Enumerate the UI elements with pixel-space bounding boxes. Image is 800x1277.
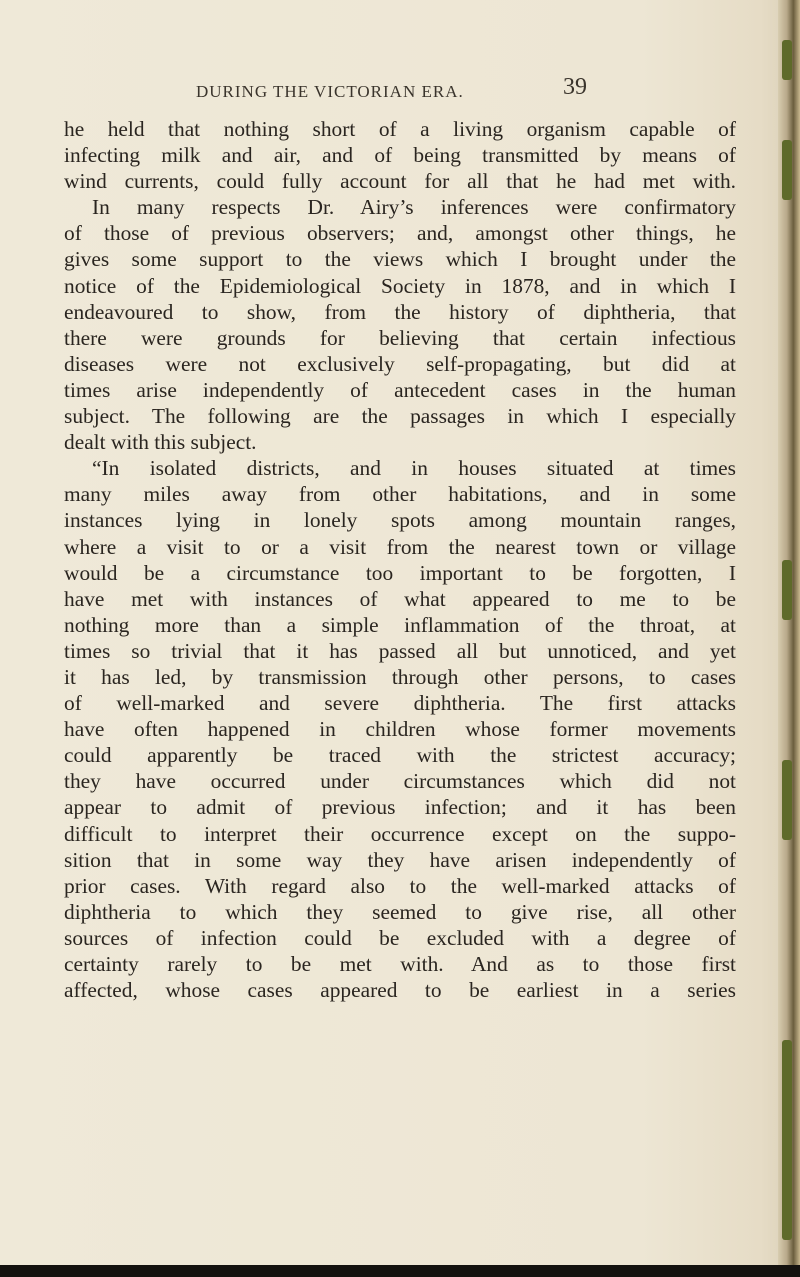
text-line: “In isolated districts, and in houses situated at times: [92, 456, 736, 481]
running-head: DURING THE VICTORIAN ERA.: [196, 82, 464, 101]
body-text: [64, 116, 736, 1003]
text-line: times so trivial that it has passed all but unnoticed, and yet: [64, 638, 736, 663]
text-line: instances lying in lonely spots among mountain ranges,: [64, 508, 736, 533]
text-line: notice of the Epidemiological Society in 1878, and in which I: [64, 273, 736, 298]
text-line: nothing more than a simple inflammation of the throat, at: [64, 612, 736, 637]
text-line: diseases were not exclusively self-propagating, but did at: [64, 351, 736, 376]
text-line: subject. The following are the passages in which I especially: [64, 404, 736, 429]
text-line: they have occurred under circumstances which did not: [64, 769, 736, 794]
text-line: it has led, by transmission through other persons, to cases: [64, 664, 736, 689]
text-line: could apparently be traced with the strictest accuracy;: [64, 743, 736, 768]
edge-stain: [782, 760, 792, 840]
text-line: where a visit to or a visit from the nearest town or village: [64, 534, 736, 559]
text-line: gives some support to the views which I brought under the: [64, 247, 736, 272]
text-line: dealt with this subject.: [64, 430, 257, 455]
text-line: endeavoured to show, from the history of diphtheria, that: [64, 299, 736, 324]
text-line: certainty rarely to be met with. And as to those first: [64, 952, 736, 976]
text-line: difficult to interpret their occurrence except on the suppo-: [64, 821, 736, 846]
edge-stain: [782, 140, 792, 200]
text-line: diphtheria to which they seemed to give rise, all other: [64, 899, 736, 924]
text-line: appear to admit of previous infection; and it has been: [64, 795, 736, 820]
page-edge-strip: [778, 0, 800, 1277]
text-line: he held that nothing short of a living organism capable of: [64, 117, 736, 141]
text-line: wind currents, could fully account for all that he had met with.: [64, 169, 736, 194]
text-line: sition that in some way they have arisen independently of: [64, 847, 736, 872]
text-line: would be a circumstance too important to be forgotten, I: [64, 560, 736, 585]
text-line: of those of previous observers; and, amongst other things, he: [64, 221, 736, 246]
text-line: have met with instances of what appeared to me to be: [64, 586, 736, 611]
text-line: infecting milk and air, and of being transmitted by means of: [64, 143, 736, 168]
edge-stain: [782, 40, 792, 80]
page-number: 39: [563, 74, 587, 100]
text-line: have often happened in children whose former movements: [64, 717, 736, 742]
scan-bottom-edge: [0, 1265, 800, 1277]
text-line: affected, whose cases appeared to be earliest in a series: [64, 978, 736, 1003]
edge-stain: [782, 1040, 792, 1240]
text-line: In many respects Dr. Airy’s inferences were confirmatory: [92, 195, 736, 220]
edge-stain: [782, 560, 792, 620]
text-line: prior cases. With regard also to the well-marked attacks of: [64, 873, 736, 898]
text-line: sources of infection could be excluded with a degree of: [64, 925, 736, 950]
text-line: there were grounds for believing that certain infectious: [64, 325, 736, 350]
text-line: many miles away from other habitations, and in some: [64, 482, 736, 507]
text-line: times arise independently of antecedent cases in the human: [64, 377, 736, 402]
text-line: of well-marked and severe diphtheria. The first attacks: [64, 691, 736, 716]
